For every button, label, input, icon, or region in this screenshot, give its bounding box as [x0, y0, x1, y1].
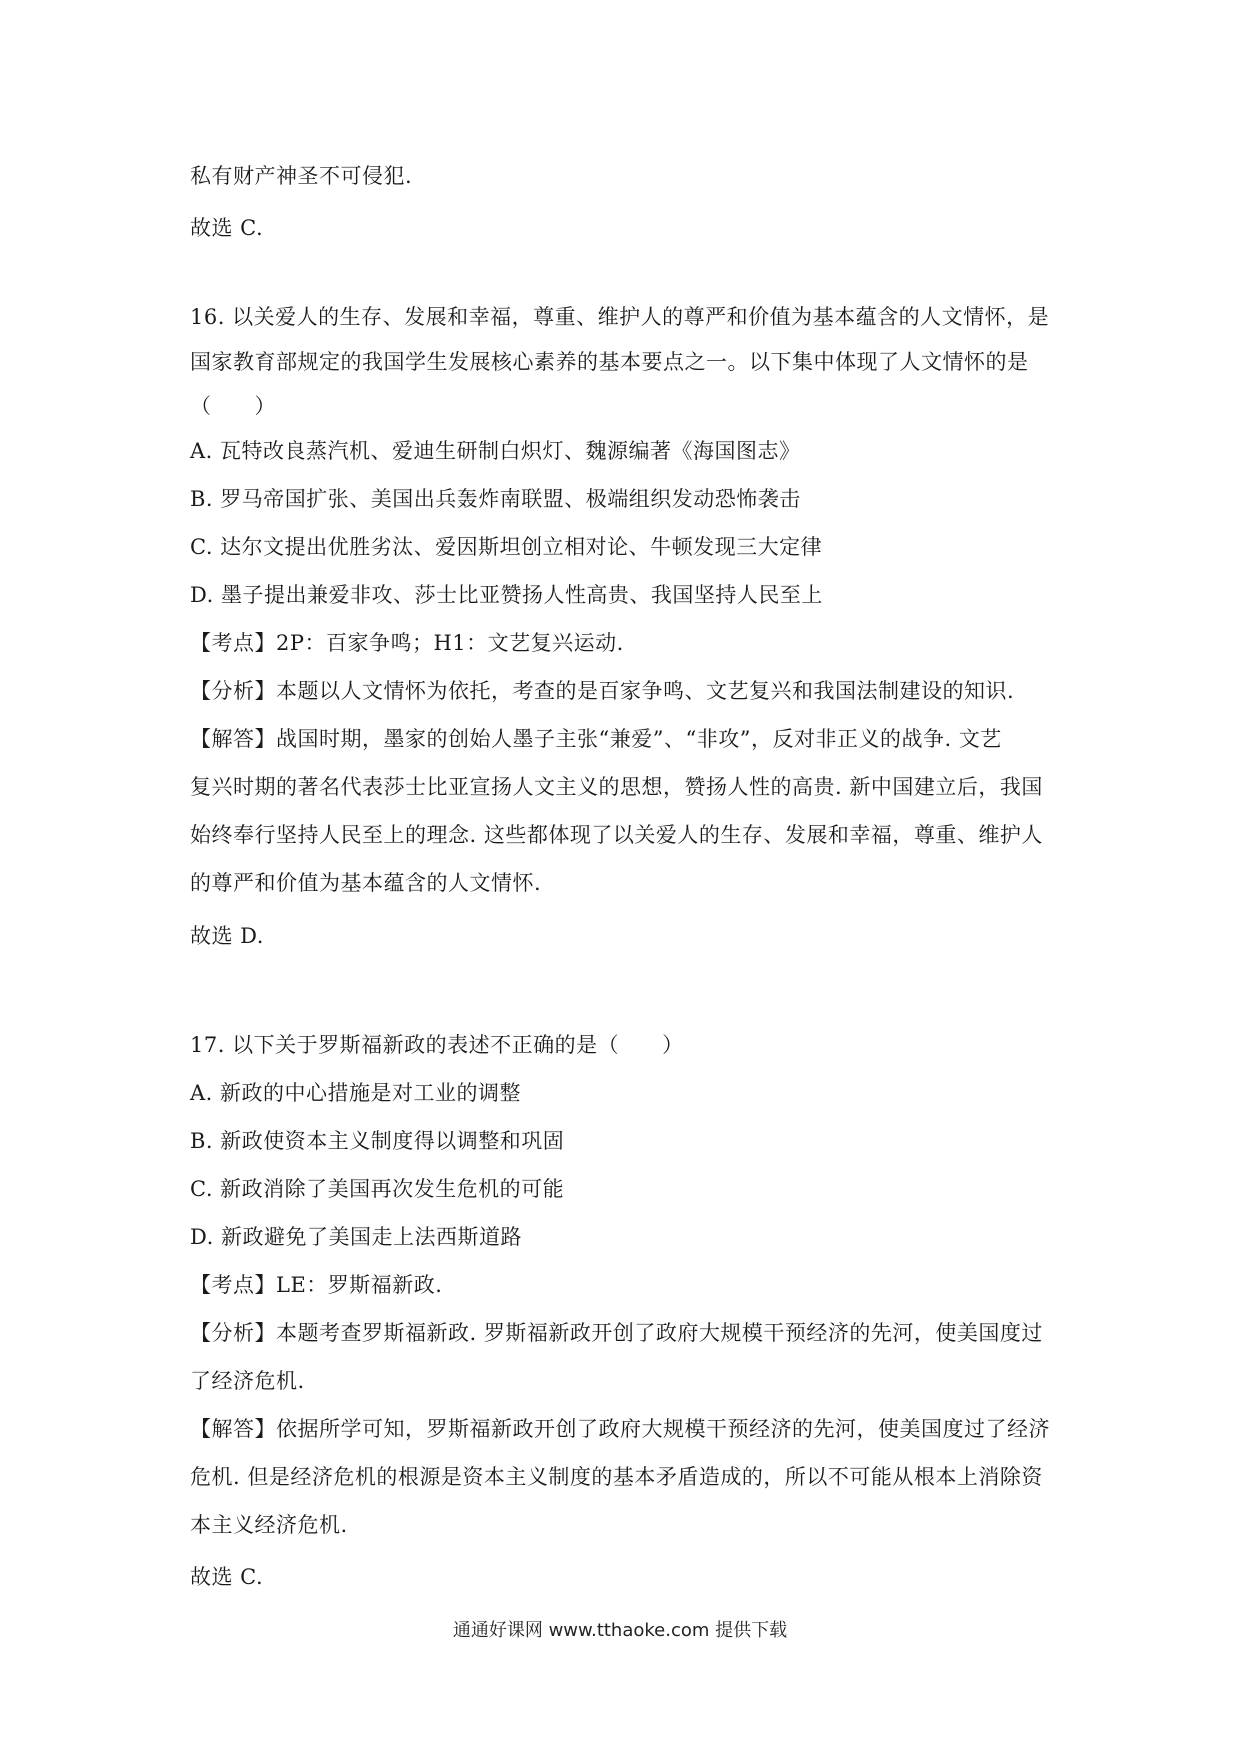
q16-jieda-line-1: 【解答】战国时期，墨家的创始人墨子主张“兼爱”、“非攻”，反对非正义的战争. 文艺 [190, 727, 1002, 751]
q16-option-a: A. 瓦特改良蒸汽机、爱迪生研制白炽灯、魏源编著《海国图志》 [190, 439, 801, 463]
q16-jieda-line-2: 复兴时期的著名代表莎士比亚宣扬人文主义的思想，赞扬人性的高贵. 新中国建立后，我国 [190, 775, 1043, 799]
q17-jieda-line-3: 本主义经济危机. [190, 1513, 348, 1537]
q16-stem-line-2: 国家教育部规定的我国学生发展核心素养的基本要点之一。以下集中体现了人文情怀的是 [190, 350, 1029, 374]
q16-kaodian: 【考点】2P：百家争鸣；H1：文艺复兴运动. [190, 631, 624, 655]
q17-jieda-line-2: 危机. 但是经济危机的根源是资本主义制度的基本矛盾造成的，所以不可能从根本上消除资 [190, 1465, 1043, 1489]
q17-stem: 17. 以下关于罗斯福新政的表述不正确的是（ ） [190, 1033, 684, 1057]
q16-option-c: C. 达尔文提出优胜劣汰、爱因斯坦创立相对论、牛顿发现三大定律 [190, 535, 823, 559]
prev-answer-choice: 故选 C. [190, 216, 264, 240]
footer-download-note: 通通好课网 www.tthaoke.com 提供下载 [452, 1620, 788, 1641]
q17-fenxi-line-1: 【分析】本题考查罗斯福新政. 罗斯福新政开创了政府大规模干预经济的先河，使美国度过 [190, 1321, 1043, 1345]
q16-answer-blank: （ ） [190, 394, 276, 418]
q17-option-c: C. 新政消除了美国再次发生危机的可能 [190, 1177, 565, 1201]
q16-fenxi: 【分析】本题以人文情怀为依托，考查的是百家争鸣、文艺复兴和我国法制建设的知识. [190, 679, 1015, 703]
q17-option-b: B. 新政使资本主义制度得以调整和巩固 [190, 1129, 565, 1153]
q17-kaodian: 【考点】LE：罗斯福新政. [190, 1273, 443, 1297]
q16-option-d: D. 墨子提出兼爱非攻、莎士比亚赞扬人性高贵、我国坚持人民至上 [190, 583, 823, 607]
prev-answer-continuation: 私有财产神圣不可侵犯. [190, 164, 413, 188]
q16-jieda-line-3: 始终奉行坚持人民至上的理念. 这些都体现了以关爱人的生存、发展和幸福，尊重、维护人 [190, 823, 1043, 847]
q17-jieda-line-1: 【解答】依据所学可知，罗斯福新政开创了政府大规模干预经济的先河，使美国度过了经济 [190, 1417, 1050, 1441]
q16-stem-line-1: 16. 以关爱人的生存、发展和幸福，尊重、维护人的尊严和价值为基本蕴含的人文情怀，是 [190, 305, 1050, 329]
q17-choice: 故选 C. [190, 1565, 264, 1589]
q16-choice: 故选 D. [190, 924, 264, 948]
q17-option-a: A. 新政的中心措施是对工业的调整 [190, 1081, 522, 1105]
q16-option-b: B. 罗马帝国扩张、美国出兵轰炸南联盟、极端组织发动恐怖袭击 [190, 487, 801, 511]
q17-option-d: D. 新政避免了美国走上法西斯道路 [190, 1225, 522, 1249]
q16-jieda-line-4: 的尊严和价值为基本蕴含的人文情怀. [190, 871, 542, 895]
q17-fenxi-line-2: 了经济危机. [190, 1369, 305, 1393]
